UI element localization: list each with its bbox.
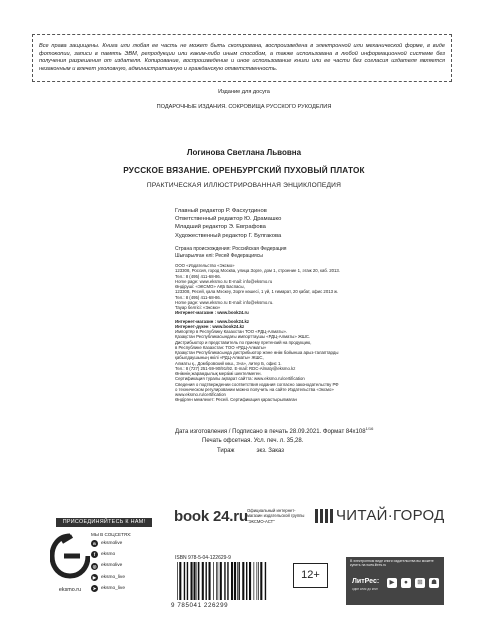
print-order: экз. Заказ <box>256 447 285 454</box>
social-account: eksmolive <box>101 563 123 569</box>
barcode-bar <box>194 562 196 600</box>
android-icon: ☗ <box>429 578 439 588</box>
book24-logo: book 24.ru <box>174 508 248 525</box>
publisher-line: Сведения о подтверждении соответствия издания согласно законодательству РФ <box>175 381 339 387</box>
barcode-bar <box>213 562 214 600</box>
barcode-bar <box>239 562 240 600</box>
eksmo-logo-icon <box>50 532 90 588</box>
barcode-icon <box>173 562 281 602</box>
publisher-line: о техническом регулировании можно получить на сайте Издательства «Эксмо» <box>175 386 334 392</box>
litres-logo: ЛитРес: <box>352 578 380 585</box>
publisher-line: ООО «Издательство «Эксмо» <box>175 263 235 268</box>
publisher-line: 123308, Ресей, қала Мәскеу, Зорге көшесі, 1 үй, 1 ғимарат, 20 қабат, офис 2013 ж. <box>175 289 339 295</box>
windows-icon: ⊞ <box>415 578 425 588</box>
author-name: Логинова Светлана Львовна <box>186 148 302 157</box>
eksmo-site[interactable]: eksmo.ru <box>58 587 82 593</box>
origin-line: Страна происхождения: Российская Федерация <box>175 246 287 252</box>
social-item-instagram[interactable] <box>91 560 131 571</box>
social-account: eksmo_live <box>101 585 125 591</box>
publisher-line: Интернет-дүкен : www.book24.kz <box>175 323 245 329</box>
telegram-icon: ➤ <box>92 585 97 591</box>
litres-ad-text: В электронном виде книги издательства вы можете купить на www.litres.ru <box>350 559 434 568</box>
social-item-telegram[interactable] <box>91 583 131 594</box>
origin-info <box>175 246 286 260</box>
social-account: eksmolive <box>101 541 123 546</box>
publisher-line: 123308, Россия, город Москва, улица Зорге, дом 1, строение 1, этаж 20, каб. 2013. <box>175 268 340 274</box>
publisher-line: Home page: www.eksmo.ru E-mail: info@eksmo.ru. <box>175 299 274 305</box>
barcode-bar <box>202 562 204 600</box>
publisher-line: Өндірген мемлекет: Ресей. Сертификация қарастырылмаған <box>175 397 297 403</box>
publisher-line: Тел.: 8 (727) 251-59-90/91/92. E-mail: RDC-Almaty@eksmo.kz <box>175 365 296 371</box>
social-item-vk[interactable] <box>91 538 131 549</box>
publisher-line: в Республике Казахстан: ТОО «РДЦ-Алматы» <box>175 344 267 350</box>
group-description: Официальный интернет-магазин издательской группы "ЭКСМО-АСТ" <box>247 508 305 524</box>
social-item-facebook[interactable] <box>91 549 131 560</box>
barcode-bar <box>224 562 225 600</box>
litres-tagline: один клик до книг <box>352 587 378 591</box>
publisher-line: Тел.: 8 (495) 411-68-86. <box>175 273 221 279</box>
barcode-bar <box>254 562 255 600</box>
book-title: РУССКОЕ ВЯЗАНИЕ. ОРЕНБУРГСКИЙ ПУХОВЫЙ ПЛАТОК <box>123 166 365 175</box>
chitai-gorod-logo <box>315 507 445 524</box>
copyright-notice-box <box>32 34 452 82</box>
book-subtitle: ПРАКТИЧЕСКАЯ ИЛЛЮСТРИРОВАННАЯ ЭНЦИКЛОПЕДИЯ <box>146 182 342 189</box>
barcode-bar <box>218 562 219 600</box>
barcode-bar <box>220 562 222 600</box>
copyright-notice: Все права защищены. Книга или любая ее часть не может быть скопирована, воспроизведена в электронной или механической форме, в виде фотокопии, записи в память ЭВМ, репродукции или каким-либо иным способом, а также использована в любой информационной системе без получения разрешения от издателя. Копирование, воспроизведение и иное использование книги или ее части без согласия издателя является незаконным и влечет уголовную, административную и гражданскую ответственность. <box>39 43 445 72</box>
publisher-line: Импортёр в Республику Казахстан ТОО «РДЦ-Алматы». <box>175 329 288 334</box>
barcode-bar <box>177 562 178 600</box>
format-fraction: 1/16 <box>365 426 374 431</box>
editor-line: Главный редактор Р. Фасхутдинов <box>175 208 267 214</box>
barcode-bar <box>187 562 188 600</box>
publisher-line: Интернет-магазин : www.book24.ru <box>175 310 249 316</box>
publisher-line: Өнімнің жарамдылық мерзімі шектелмеген. <box>175 371 262 376</box>
social-heading: МЫ В СОЦСЕТЯХ: <box>91 532 132 537</box>
publisher-line: Алматы қ., Домбровский көш., 3«а», литер Б, офис 1. <box>175 360 282 366</box>
barcode-bar <box>191 562 193 600</box>
barcode-bar <box>260 562 262 600</box>
barcode-digits: 9 785041 226299 <box>171 602 229 609</box>
barcode-bar <box>237 562 238 600</box>
publisher-line: Қазақстан Республикасында дистрибьютор және өнім бойынша арыз-талаптарды <box>175 350 339 355</box>
print-sheets: Печать офсетная. Усл. печ. л. 35,28. <box>202 438 304 445</box>
book-icon <box>315 508 333 524</box>
instagram-icon: ◎ <box>92 563 97 569</box>
chitai-gorod-text: ЧИТАЙ·ГОРОД <box>336 507 445 524</box>
publisher-line: Тел.: 8 (495) 411-68-86. <box>175 294 221 300</box>
series-name: ПОДАРОЧНЫЕ ИЗДАНИЯ. СОКРОВИЩА РУССКОГО РУКОДЕЛИЯ <box>156 104 332 110</box>
editors-list <box>175 207 281 240</box>
vk-icon: в <box>91 540 98 547</box>
print-info <box>175 424 373 456</box>
barcode-bar <box>234 562 236 600</box>
barcode-bar <box>198 562 199 600</box>
barcode-bar <box>209 562 211 600</box>
editor-line: Художественный редактор Г. Булгакова <box>175 232 282 239</box>
youtube-icon: ▶ <box>92 574 97 580</box>
edition-type: Издание для досуга <box>218 89 270 95</box>
barcode-bar <box>184 562 185 600</box>
barcode-bar <box>227 562 228 600</box>
barcode-bar <box>242 562 244 600</box>
publisher-line: қабылдаушының өкілі «РДЦ-Алматы» ЖШС, <box>175 355 264 361</box>
publisher-line: Қазақстан Республикасындағы импорттаушы «РДЦ-Алматы» ЖШС. <box>175 334 311 340</box>
publisher-line: www.eksmo.ru/certification <box>175 392 226 397</box>
publisher-line: Интернет-магазин : www.book24.kz <box>175 318 250 324</box>
barcode-bar <box>246 562 247 600</box>
social-account: eksmo_live <box>101 574 125 580</box>
apple-icon: ● <box>401 578 411 588</box>
publisher-line: Дистрибьютор и представитель по приему претензий на продукцию, <box>175 339 312 345</box>
print-run: Тираж <box>217 447 235 454</box>
publisher-line: Тауар белгісі: «Эксмо» <box>175 305 221 310</box>
origin-line: Шығарылған елі: Ресей Федерациясы <box>175 252 263 259</box>
publisher-line: Сертификация туралы ақпарат сайтта: www.eksmo.ru/certification <box>175 376 305 382</box>
isbn-text: ISBN 978-5-04-122629-9 <box>175 555 231 561</box>
barcode-bar <box>258 562 259 600</box>
barcode-bar <box>179 562 181 600</box>
social-links <box>91 531 131 594</box>
barcode-bar <box>216 562 217 600</box>
barcode-bar <box>231 562 233 600</box>
editor-line: Младший редактор Э. Евграфова <box>175 224 266 231</box>
barcode-bar <box>206 562 207 600</box>
barcode-bar <box>249 562 251 600</box>
facebook-icon: f <box>91 551 98 558</box>
print-dates: Дата изготовления / Подписано в печать 28.09.2021. Формат 84х108 <box>175 429 366 435</box>
editor-line: Ответственный редактор Ю. Драмашко <box>175 216 282 223</box>
google-play-icon: ▶ <box>387 578 397 588</box>
barcode-bar <box>197 562 198 600</box>
publisher-block <box>175 263 390 403</box>
barcode-bar <box>265 562 266 600</box>
age-rating-badge: 12+ <box>293 563 328 588</box>
join-us-bar: ПРИСОЕДИНЯЙТЕСЬ К НАМ! <box>56 518 152 527</box>
social-item-youtube[interactable] <box>91 572 131 583</box>
barcode-bar <box>257 562 258 600</box>
publisher-line: Өндіруші: «ЭКСМО» АҚБ Баспасы, <box>175 284 245 289</box>
publisher-line: Home page: www.eksmo.ru E-mail: info@eksmo.ru <box>175 278 273 284</box>
social-account: eksmo <box>101 552 116 558</box>
